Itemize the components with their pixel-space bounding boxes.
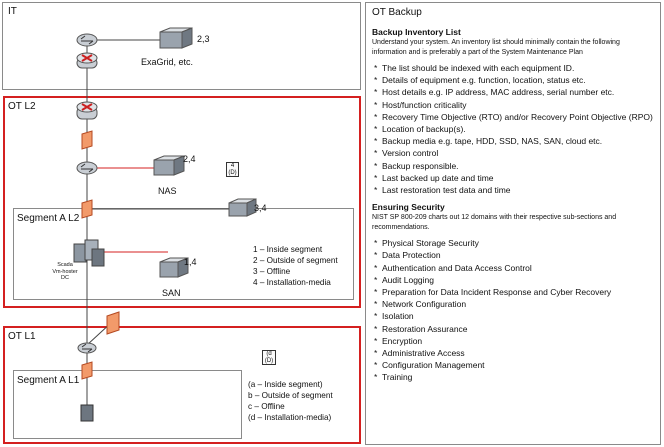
inventory-list-item: * Host details e.g. IP address, MAC address, serial number etc. (372, 86, 654, 98)
inventory-list-item: * Backup media e.g. tape, HDD, SSD, NAS, SAN, cloud etc. (372, 135, 654, 147)
legend-l2 (253, 244, 338, 288)
panel-title: OT Backup (372, 7, 422, 18)
inventory-list-item: * Last backed up date and time (372, 172, 654, 184)
security-list-item: * Training (372, 371, 654, 383)
inventory-list-item: * Version control (372, 147, 654, 159)
nas-storage-icon (154, 156, 184, 175)
security-list-item: * Isolation (372, 310, 654, 322)
zone-ot-l2-label: OT L2 (8, 101, 36, 112)
l1-installation-media-icon: (d (D) (262, 350, 276, 365)
security-list-item: * Administrative Access (372, 347, 654, 359)
legend-l1-item: b – Outside of segment (248, 391, 333, 400)
segment-server-tag: 3,4 (254, 203, 267, 213)
workstation-icon (81, 405, 93, 421)
inventory-list-item: * Details of equipment e.g. function, location, status etc. (372, 74, 654, 86)
security-list-item: * Restoration Assurance (372, 323, 654, 335)
it-router-icon (77, 53, 97, 68)
inventory-intro: Understand your system. An inventory list should minimally contain the following information and is preferably a part of the System Maintenance Plan (372, 39, 620, 56)
l2-installation-media-icon: 4 (D) (226, 162, 239, 177)
zone-it-label: IT (8, 6, 17, 17)
inventory-list-item: * Recovery Time Objective (RTO) and/or Recovery Point Objective (RPO) (372, 111, 654, 123)
security-heading: Ensuring Security (372, 202, 445, 213)
exagrid-label: ExaGrid, etc. (141, 57, 194, 67)
legend-l2-item: 4 – Installation-media (253, 278, 331, 287)
segment-a-l1-firewall-icon (82, 362, 92, 379)
ot-l1-firewall-icon (107, 312, 119, 334)
segment-a-l2-firewall-icon (82, 200, 92, 218)
security-list (372, 237, 654, 383)
nas-label: NAS (158, 186, 177, 196)
legend-l1 (248, 379, 333, 423)
legend-l2-item: 2 – Outside of segment (253, 256, 338, 265)
security-list-item: * Physical Storage Security (372, 237, 654, 249)
inventory-list-item: * Backup responsible. (372, 160, 654, 172)
inventory-list-item: * The list should be indexed with each equipment ID. (372, 62, 654, 74)
ot-backup-panel (365, 2, 661, 445)
inventory-list-item: * Last restoration test data and time (372, 184, 654, 196)
inventory-list-item: * Host/function criticality (372, 99, 654, 111)
nas-tag: 2,4 (183, 154, 196, 164)
vm-host-label: Scada Vm-hoster DC (52, 262, 78, 281)
zone-ot-l1-label: OT L1 (8, 331, 36, 342)
inventory-list (372, 62, 654, 196)
segment-server-icon (229, 199, 256, 216)
zone-segment-a-l1-label: Segment A L1 (17, 375, 80, 386)
san-tag: 1,4 (184, 257, 197, 267)
security-list-item: * Audit Logging (372, 274, 654, 286)
exagrid-storage-icon (160, 28, 192, 48)
inventory-heading: Backup Inventory List (372, 27, 461, 37)
security-list-item: * Authentication and Data Access Control (372, 262, 654, 274)
security-list-item: * Encryption (372, 335, 654, 347)
exagrid-tag: 2,3 (197, 34, 210, 44)
ot-l2-router-icon (77, 102, 97, 119)
legend-l1-item: c – Offline (248, 402, 285, 411)
legend-l2-item: 3 – Offline (253, 267, 291, 276)
zone-segment-a-l2-label: Segment A L2 (17, 213, 80, 224)
security-list-item: * Configuration Management (372, 359, 654, 371)
legend-l2-item: 1 – Inside segment (253, 245, 323, 254)
ot-l2-switch-icon (77, 162, 97, 174)
security-list-item: * Data Protection (372, 249, 654, 261)
security-intro: NIST SP 800-209 charts out 12 domains with their respective sub-sections and recommendations. (372, 214, 617, 232)
inventory-list-item: * Location of backup(s). (372, 123, 654, 135)
security-list-item: * Preparation for Data Incident Response and Cyber Recovery (372, 286, 654, 298)
ot-l1-switch-icon (78, 343, 96, 353)
ot-l2-firewall-icon (82, 131, 92, 149)
it-switch-icon (77, 34, 97, 46)
san-label: SAN (162, 288, 181, 298)
security-list-item: * Network Configuration (372, 298, 654, 310)
legend-l1-item: (d – Installation-media) (248, 413, 332, 422)
legend-l1-item: (a – Inside segment) (248, 380, 323, 389)
